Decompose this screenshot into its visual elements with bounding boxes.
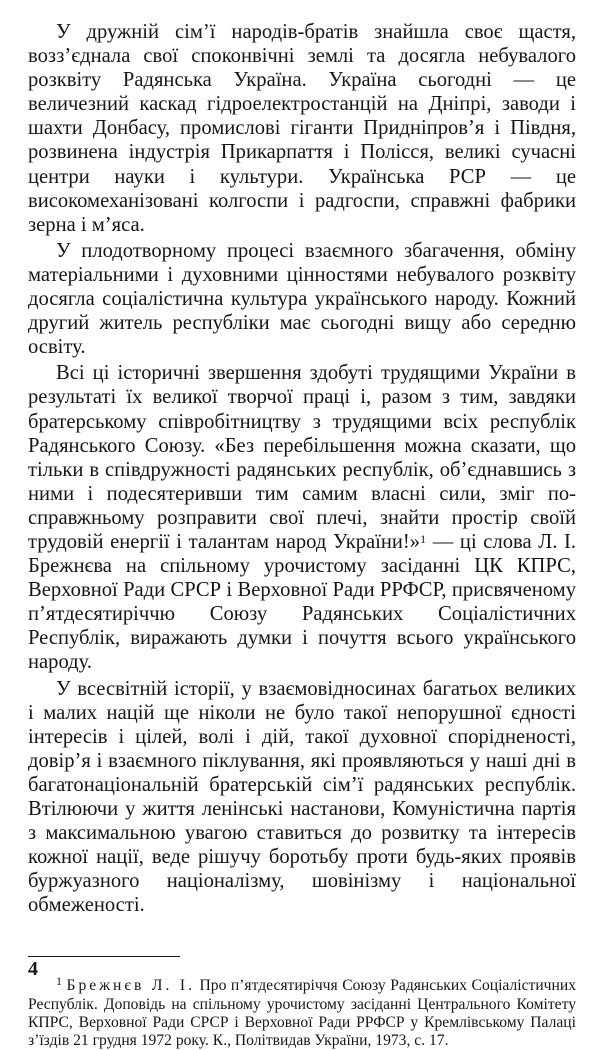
footnote-author: Брежнєв Л. І. — [66, 977, 195, 995]
paragraph-2: У плодотворному процесі взаємного збагачення, обміну матеріальними і духовними цінностями небувалого розквіту досягла соціалістична культура українського народу. Кожний другий житель республіки має сьогодні вищу або середню освіту. — [28, 239, 576, 359]
paragraph-3-quote: Всі ці історичні звершення здобуті трудящими України в результаті їх великої творчої праці і, разом з тим, завдяки братерському співробітництву з трудящими всіх республік Радянського Союзу. «Без перебільшення можна сказати, що тільки в співдружності радянських республік, об’єднавшись з ними і подесятеривши тим самим власні сили, зміг по-справжньому розправити свої плечі, знайти простір своїй трудовій енергії і талантам народ України!» — [28, 362, 576, 553]
page-number: 4 — [28, 958, 38, 980]
paragraph-1: У дружній сім’ї народів-братів знайшла своє щастя, возз’єднала свої споконвічні землі та досягла небувалого розквіту Радянська Україна. Україна сьогодні — це величезний каскад гідроелектростанцій на Дніпрі, заводи і шахти Донбасу, промислові гіганти Придніпров’я і Півдня, розвинена індустрія Прикарпаття і Полісся, великі сучасні центри науки і культури. Українська РСР — це високомеханізовані колгоспи і радгоспи, справжні фабрики зерна і м’яса. — [28, 21, 576, 236]
paragraph-4: У всесвітній історії, у взаємовідносинах багатьох великих і малих націй ще ніколи не було такої непорушної єдності інтересів і цілей, волі і дій, такої духовної спорідненості, довір’я і взаємного піклування, які проявляються у наші дні в багатонаціональній братерській сім’ї радянських республік. Втілюючи у життя ленінські настанови, Комуністична партія з максимальною увагою ставиться до розвитку та інтересів кожної нації, веде рішучу боротьбу проти будь-яких проявів буржуазного націоналізму, шовінізму і національної обмеженості. — [28, 677, 576, 917]
footnote-reference: 1 — [420, 531, 427, 546]
footnote-divider — [28, 956, 180, 957]
paragraph-3 — [28, 361, 576, 674]
footnote — [28, 974, 576, 1050]
footnote-marker: 1 — [56, 974, 62, 989]
paragraph-3-attribution: — ці слова Л. І. Брежнєва на спільному урочистому засіданні ЦК КПРС, Верховної Ради СРСР і Верховної Ради РРФСР, присвяченому п’ятдесятиріччю Союзу Радянських Соціалістичних Республік, виражають думки і почуття всього українського народу. — [28, 530, 576, 674]
footnote-text: Про п’ятдесятиріччя Союзу Радянських Соціалістичних Республік. Доповідь на спільному урочистому засіданні Центрального Комітету КПРС, Верховної Ради СРСР і Верховної Ради РРФСР у Кремлівському Палаці з’їздів 21 грудня 1972 року. К., Політвидав України, 1973, с. 17. — [28, 977, 576, 1050]
page-body — [28, 20, 576, 1050]
